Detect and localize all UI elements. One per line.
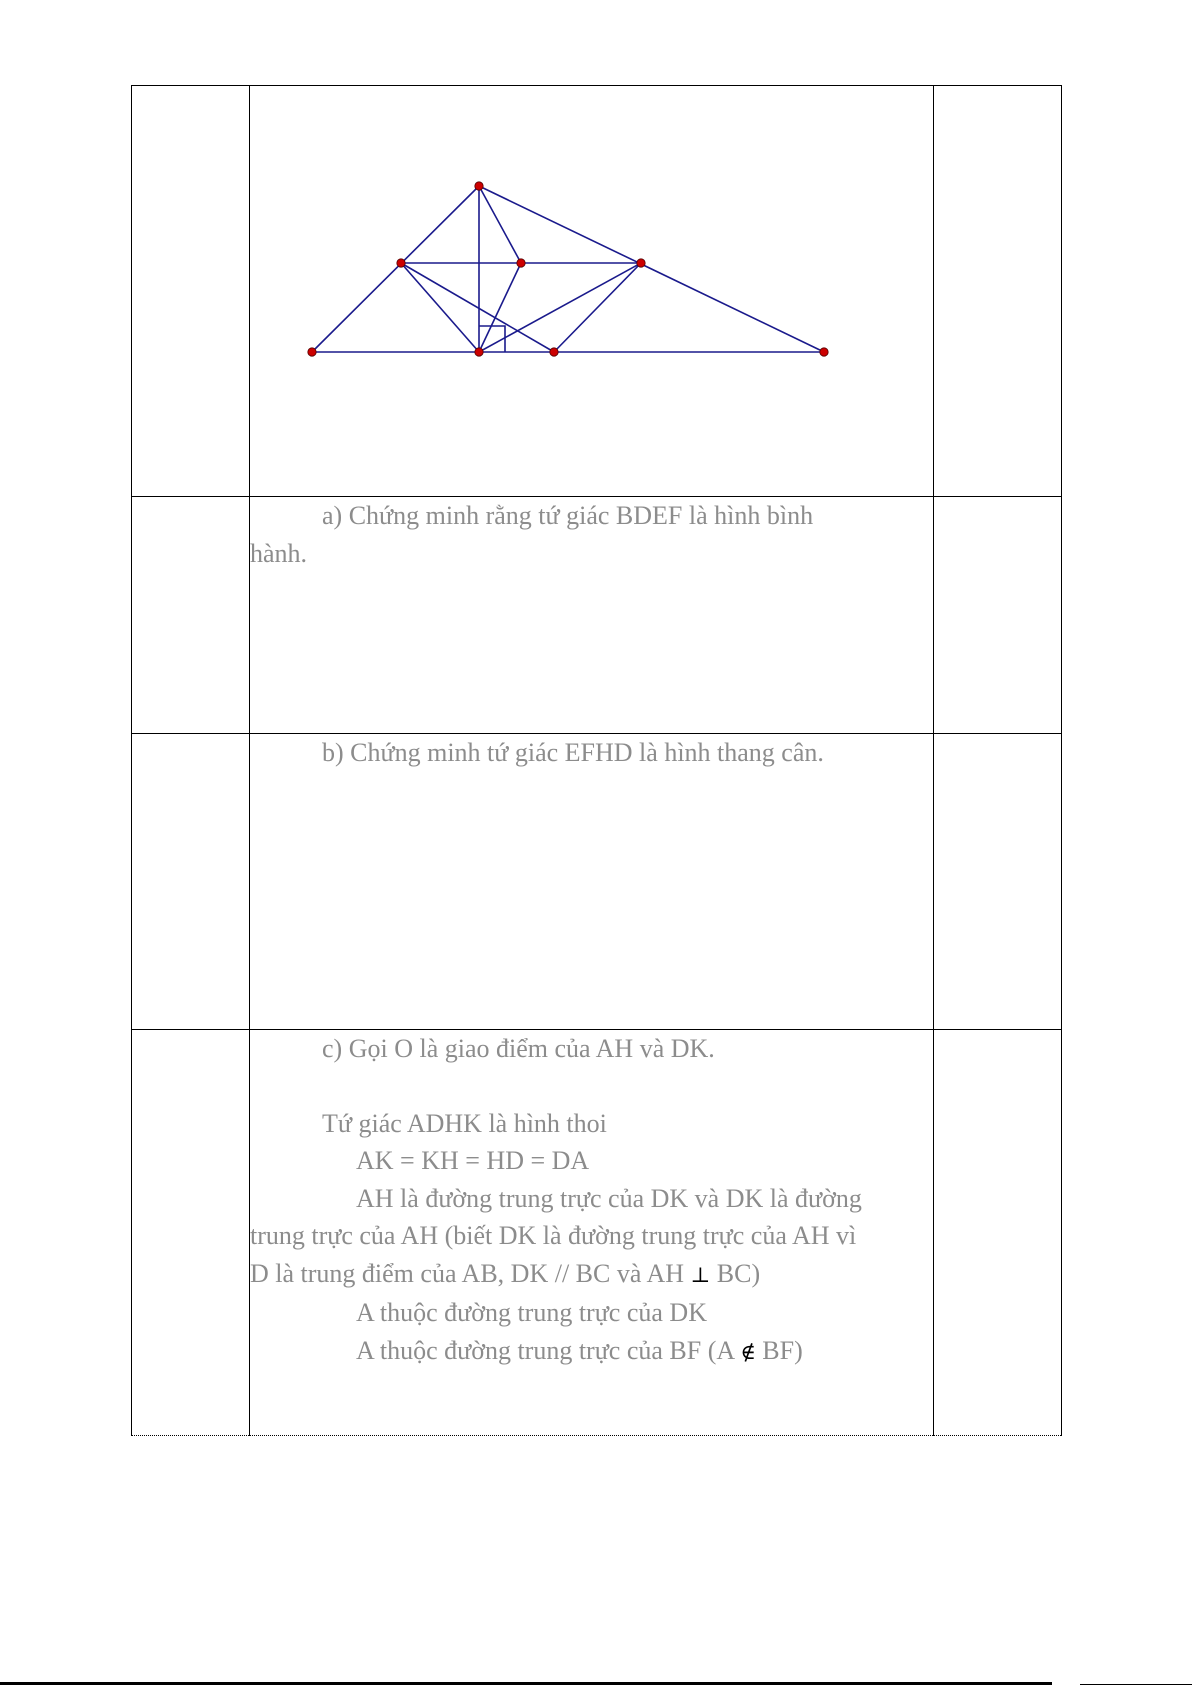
table-row bbox=[132, 1030, 1062, 1436]
segment-dh bbox=[401, 263, 479, 352]
part-c-line bbox=[250, 1332, 933, 1372]
points-column-cell bbox=[934, 86, 1062, 497]
part-a-line: a) Chứng minh rằng tứ giác BDEF là hình bình bbox=[322, 501, 814, 530]
part-c-line: AK = KH = HD = DA bbox=[356, 1146, 590, 1175]
score-column-cell bbox=[132, 734, 250, 1030]
segment-ac bbox=[479, 186, 824, 352]
part-c-cell bbox=[250, 1030, 934, 1436]
score-column-cell bbox=[132, 497, 250, 734]
solution-table bbox=[131, 85, 1062, 1436]
segment-df bbox=[401, 263, 554, 352]
point-f bbox=[550, 348, 558, 356]
point-c bbox=[820, 348, 828, 356]
point-a bbox=[475, 182, 483, 190]
point-k bbox=[517, 259, 525, 267]
not-element-symbol: ∉ bbox=[740, 1339, 756, 1364]
figure-cell bbox=[250, 86, 934, 497]
table-row bbox=[132, 734, 1062, 1030]
points-column-cell bbox=[934, 734, 1062, 1030]
part-c-line: Tứ giác ADHK là hình thoi bbox=[322, 1108, 607, 1138]
score-column-cell bbox=[132, 1030, 250, 1436]
part-c-text: BF) bbox=[755, 1335, 803, 1365]
part-b-cell bbox=[250, 734, 934, 1030]
point-d bbox=[397, 259, 405, 267]
geometry-figure bbox=[250, 86, 932, 496]
part-c-line: trung trực của AH (biết DK là đường trung trực của AH vì bbox=[250, 1221, 857, 1250]
point-b bbox=[308, 348, 316, 356]
part-c-line bbox=[250, 1255, 933, 1295]
segment-ak bbox=[479, 186, 521, 263]
segment-he bbox=[479, 263, 641, 352]
part-a-cell bbox=[250, 497, 934, 734]
table-row bbox=[132, 497, 1062, 734]
part-c-text: A thuộc đường trung trực của BF (A bbox=[356, 1335, 741, 1365]
part-a-line: hành. bbox=[250, 538, 308, 568]
segment-kh bbox=[479, 263, 521, 352]
point-h bbox=[475, 348, 483, 356]
part-c-line: A thuộc đường trung trực của DK bbox=[356, 1298, 707, 1327]
table-row bbox=[132, 86, 1062, 497]
part-c-text: D là trung điểm của AB, DK // BC và AH bbox=[250, 1258, 691, 1288]
point-e bbox=[637, 259, 645, 267]
part-c-line: AH là đường trung trực của DK và DK là đường bbox=[356, 1183, 862, 1213]
segment-fe bbox=[554, 263, 641, 352]
part-c-line: c) Gọi O là giao điểm của AH và DK. bbox=[322, 1034, 715, 1063]
part-b-line: b) Chứng minh tứ giác EFHD là hình thang cân. bbox=[322, 738, 824, 767]
score-column-cell bbox=[132, 86, 250, 497]
segment-ab bbox=[312, 186, 479, 352]
points-column-cell bbox=[934, 497, 1062, 734]
part-c-text: BC) bbox=[710, 1258, 761, 1288]
perpendicular-symbol: ⊥ bbox=[690, 1262, 711, 1287]
points-column-cell bbox=[934, 1030, 1062, 1436]
